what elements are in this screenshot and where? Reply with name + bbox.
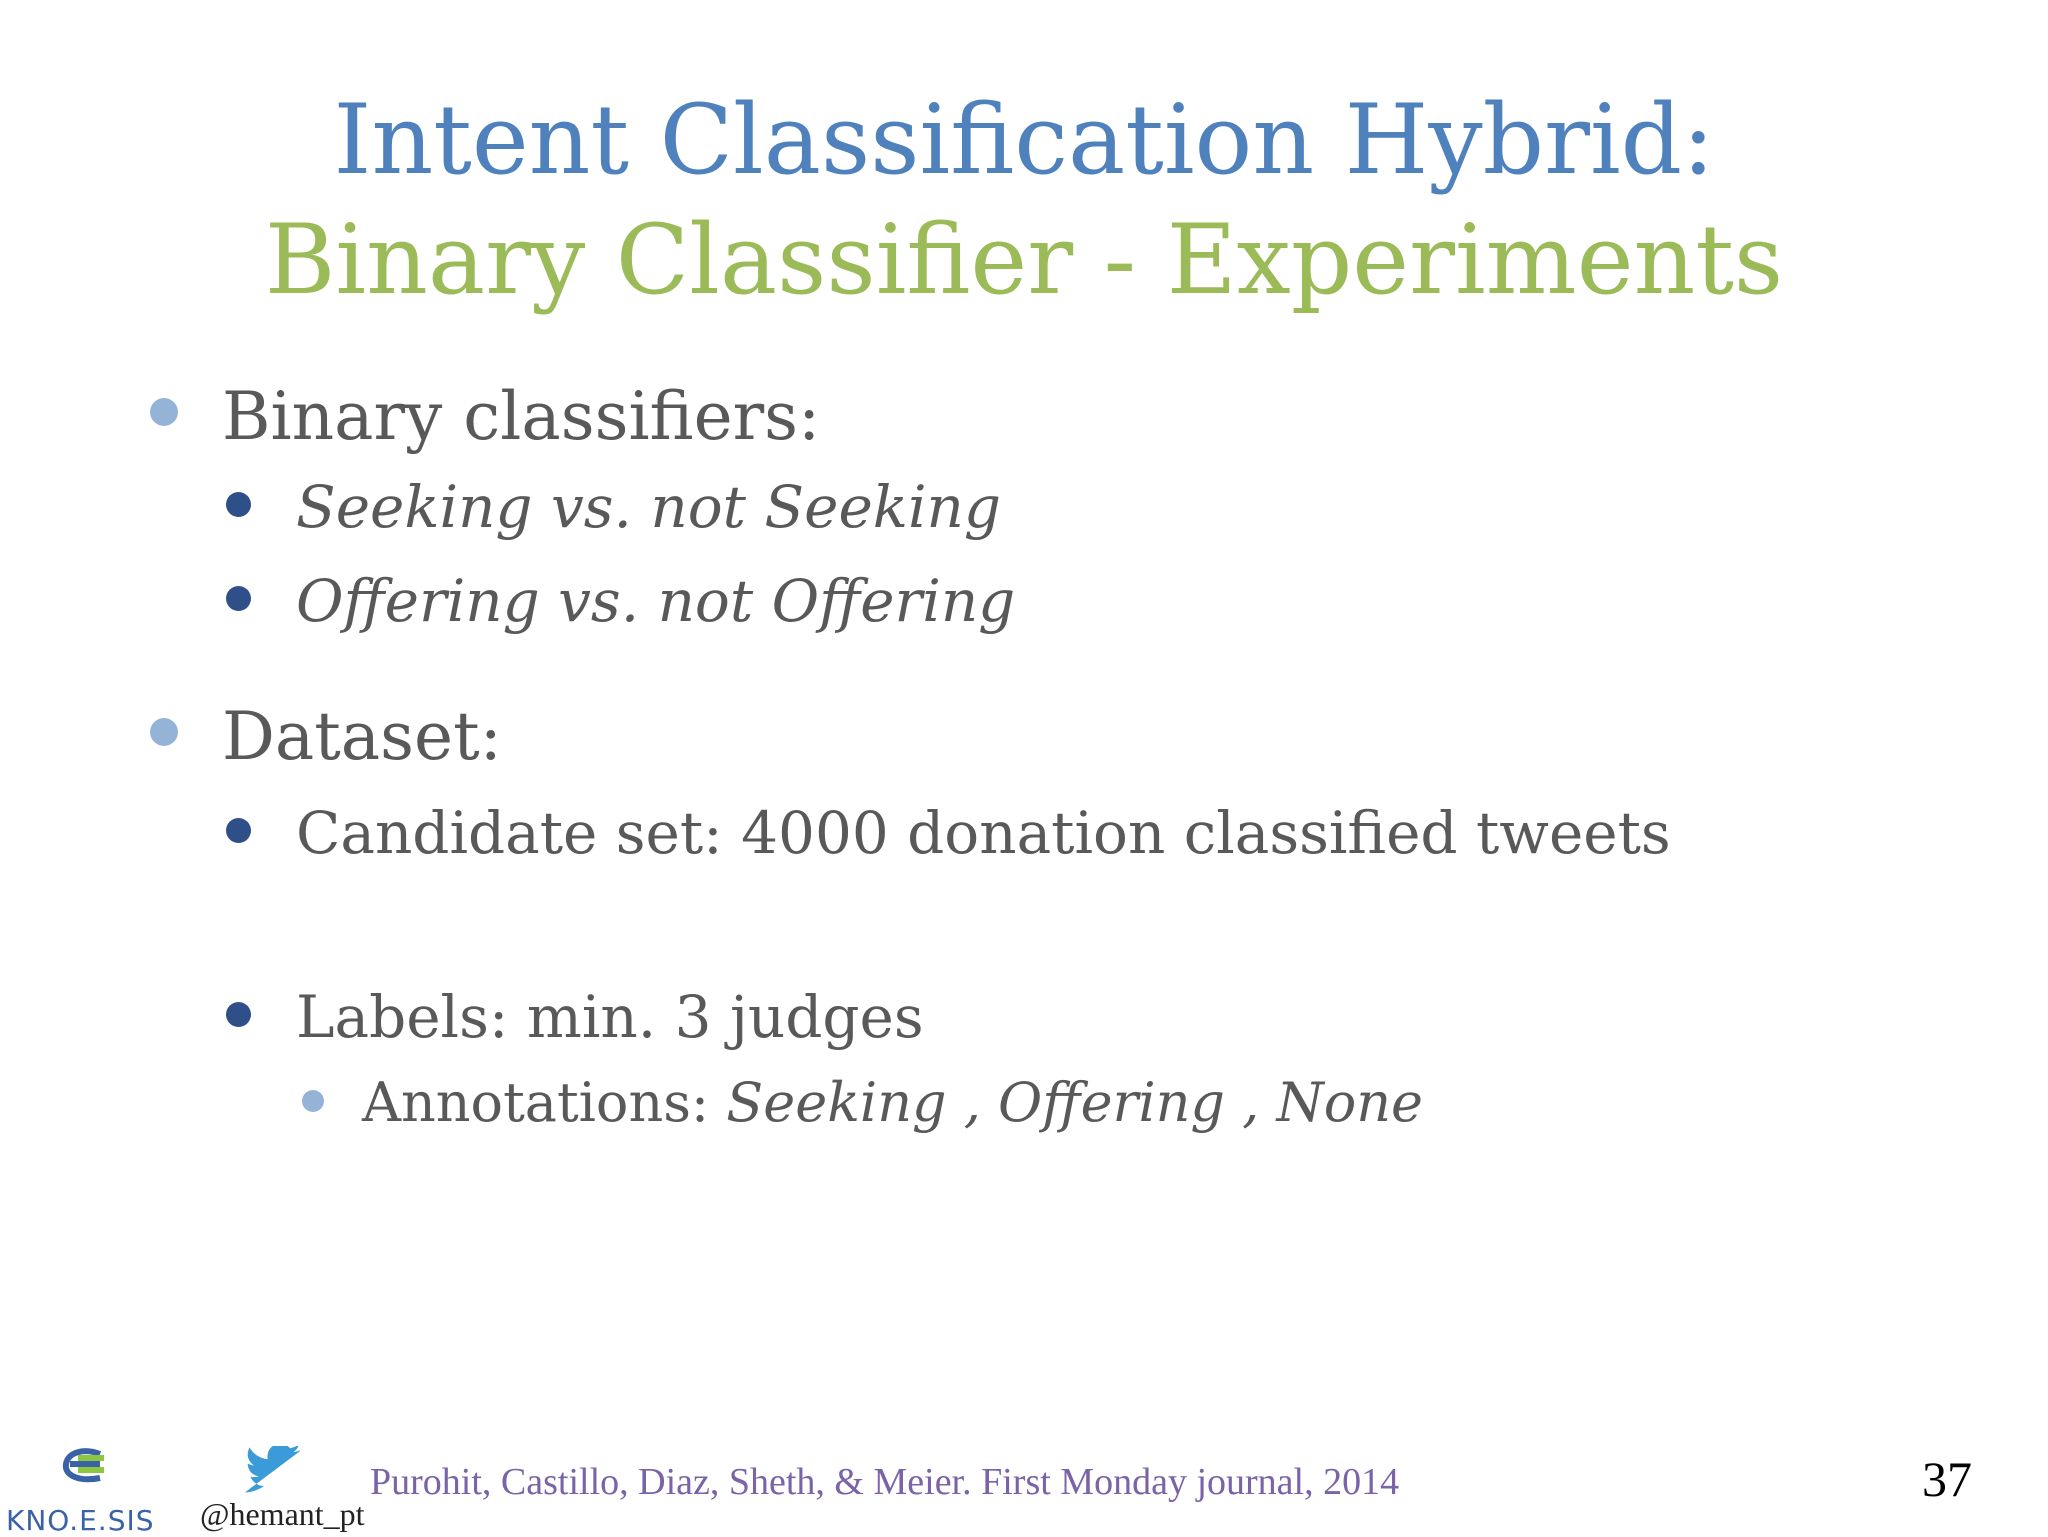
page-number: 37: [1922, 1451, 1972, 1507]
bullet-annotations: [362, 1071, 1423, 1134]
annotations-label: Annotations:: [362, 1071, 727, 1134]
twitter-handle: @hemant_pt: [200, 1496, 365, 1532]
citation: Purohit, Castillo, Diaz, Sheth, & Meier. First Monday journal, 2014: [370, 1461, 1400, 1503]
bullet-dot: [302, 1090, 324, 1112]
bullet-offering: Offering vs. not Offering: [296, 567, 1016, 635]
bullet-dot: [150, 398, 178, 426]
bullet-dot: [226, 1002, 251, 1027]
twitter-bird-icon: [244, 1446, 300, 1498]
bullet-candidate-set: Candidate set: 4000 donation classified tweets: [296, 799, 1671, 867]
annotations-values: Seeking , Offering , None: [726, 1071, 1423, 1134]
knoesis-logo-text: KNO.E.SIS: [6, 1504, 155, 1537]
bullet-dot: [226, 492, 251, 517]
bullet-labels: Labels: min. 3 judges: [296, 983, 924, 1051]
bullet-dot: [226, 818, 251, 843]
bullet-dataset: Dataset:: [222, 698, 502, 775]
bullet-binary-classifiers: Binary classifiers:: [222, 378, 821, 455]
bullet-seeking: Seeking vs. not Seeking: [296, 473, 1001, 541]
slide-title-line-1: Intent Classification Hybrid:: [333, 84, 1715, 196]
bullet-dot: [150, 718, 178, 746]
bullet-dot: [226, 586, 251, 611]
slide-title-line-2: Binary Classifier - Experiments: [264, 204, 1784, 316]
